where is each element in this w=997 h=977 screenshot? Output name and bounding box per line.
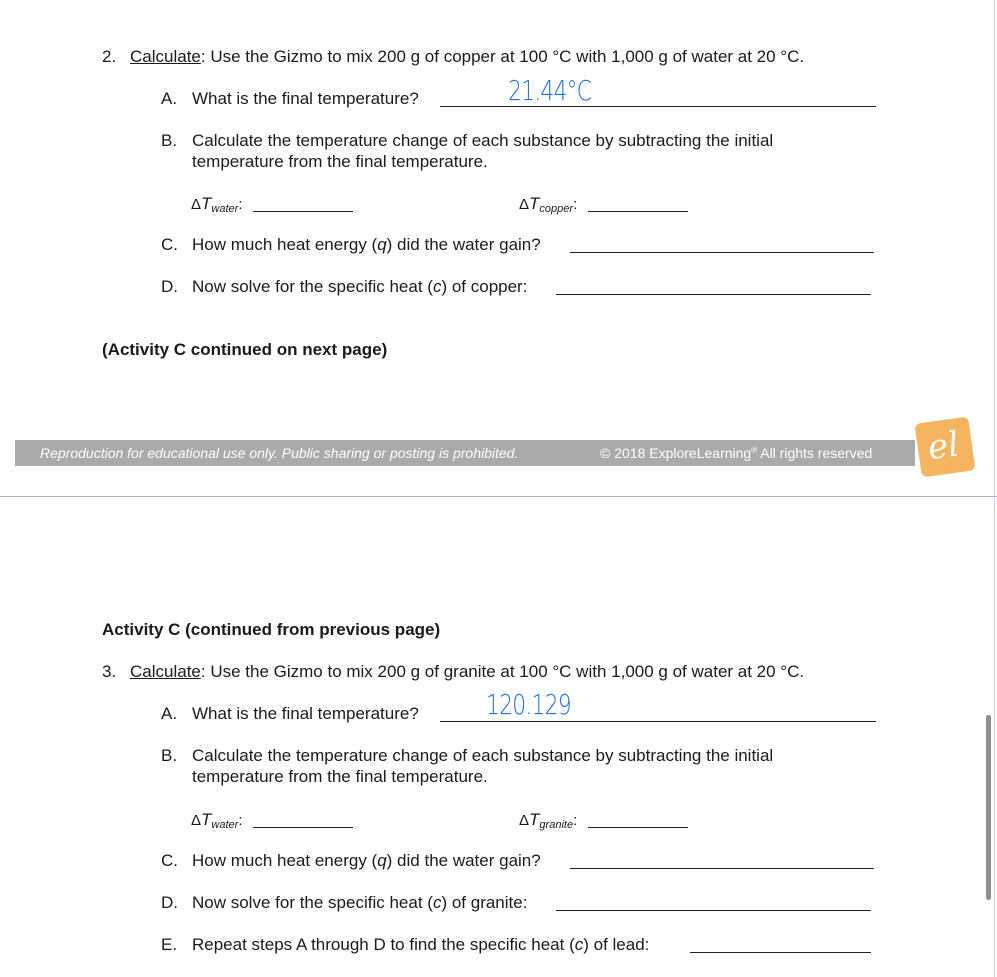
explorelearning-logo-icon bbox=[915, 417, 976, 478]
q2-d-answer-line[interactable] bbox=[556, 280, 871, 295]
q2-calculate-label: Calculate bbox=[130, 47, 201, 66]
colon: : bbox=[238, 196, 243, 213]
delta-symbol: Δ bbox=[519, 196, 530, 213]
page-edge bbox=[994, 0, 995, 977]
continued-prev-heading: Activity C (continued from previous page) bbox=[102, 620, 441, 639]
q3-a-letter: A. bbox=[161, 704, 178, 723]
q3-delta-granite-blank[interactable] bbox=[588, 813, 688, 828]
q3-c-letter: C. bbox=[161, 851, 178, 870]
t-symbol: T bbox=[201, 810, 212, 829]
q3-b-line1: Calculate the temperature change of each substance by subtracting the initial bbox=[192, 746, 774, 765]
q2-b-line1: Calculate the temperature change of each substance by subtracting the initial bbox=[192, 131, 774, 150]
granite-subscript: granite bbox=[539, 819, 574, 831]
q2-delta-copper-blank[interactable] bbox=[588, 197, 688, 212]
rights-text: All rights reserved bbox=[757, 445, 873, 461]
delta-symbol: Δ bbox=[191, 196, 202, 213]
registered-mark: ® bbox=[751, 445, 758, 455]
t-symbol: T bbox=[201, 194, 212, 213]
footer-reproduction-notice: Reproduction for educational use only. Public sharing or posting is prohibited. bbox=[40, 445, 519, 461]
q2-c-text: How much heat energy (q) did the water gain? bbox=[192, 235, 541, 254]
q2-b bbox=[161, 130, 773, 151]
q2-c-answer-line[interactable] bbox=[570, 238, 874, 253]
water-subscript: water bbox=[211, 203, 239, 215]
q2-c-letter: C. bbox=[161, 235, 178, 254]
q2-delta-water bbox=[191, 194, 243, 215]
q3-a bbox=[161, 703, 419, 724]
q2-prompt: : Use the Gizmo to mix 200 g of copper at 100 °C with 1,000 g of water at 20 °C. bbox=[200, 47, 805, 66]
delta-symbol: Δ bbox=[191, 812, 202, 829]
q3-c bbox=[161, 850, 541, 871]
logo-text: el bbox=[925, 424, 962, 469]
q2-c bbox=[161, 234, 541, 255]
copyright-text: © 2018 ExploreLearning bbox=[600, 445, 752, 461]
q2-d-letter: D. bbox=[161, 277, 178, 296]
q3-delta-water bbox=[191, 810, 243, 831]
delta-symbol: Δ bbox=[519, 812, 530, 829]
q3-e-answer-line[interactable] bbox=[690, 938, 871, 953]
q2-delta-copper bbox=[519, 194, 577, 215]
colon: : bbox=[573, 812, 578, 829]
q2-line bbox=[102, 46, 804, 67]
q3-number: 3. bbox=[102, 662, 117, 681]
q3-prompt: : Use the Gizmo to mix 200 g of granite at 100 °C with 1,000 g of water at 20 °C. bbox=[200, 662, 805, 681]
q3-c-text: How much heat energy (q) did the water gain? bbox=[192, 851, 541, 870]
q3-b bbox=[161, 745, 773, 766]
t-symbol: T bbox=[529, 810, 540, 829]
colon: : bbox=[238, 812, 243, 829]
q3-delta-water-blank[interactable] bbox=[253, 813, 353, 828]
q3-b-line2: temperature from the final temperature. bbox=[192, 767, 488, 786]
q3-c-answer-line[interactable] bbox=[570, 854, 874, 869]
q2-d-text: Now solve for the specific heat (c) of copper: bbox=[192, 277, 528, 296]
q3-calculate-label: Calculate bbox=[130, 662, 201, 681]
q3-line bbox=[102, 661, 804, 682]
q3-b-letter: B. bbox=[161, 746, 178, 765]
page-break-divider bbox=[0, 496, 997, 497]
q2-a-text: What is the final temperature? bbox=[192, 89, 419, 108]
q2-b-line2: temperature from the final temperature. bbox=[192, 152, 488, 171]
q3-delta-granite bbox=[519, 810, 577, 831]
q3-d-letter: D. bbox=[161, 893, 178, 912]
q2-d bbox=[161, 276, 527, 297]
q3-a-handwritten-answer: 120.129 bbox=[486, 688, 571, 721]
q3-e-letter: E. bbox=[161, 935, 178, 954]
footer-copyright bbox=[600, 445, 872, 461]
q3-e-text: Repeat steps A through D to find the specific heat (c) of lead: bbox=[192, 935, 650, 954]
q3-d-text: Now solve for the specific heat (c) of granite: bbox=[192, 893, 528, 912]
water-subscript: water bbox=[211, 819, 239, 831]
q3-e bbox=[161, 934, 649, 955]
colon: : bbox=[573, 196, 578, 213]
q3-d bbox=[161, 892, 527, 913]
q2-b-letter: B. bbox=[161, 131, 178, 150]
t-symbol: T bbox=[529, 194, 540, 213]
q2-number: 2. bbox=[102, 47, 117, 66]
q3-a-text: What is the final temperature? bbox=[192, 704, 419, 723]
q2-a bbox=[161, 88, 419, 109]
copper-subscript: copper bbox=[539, 203, 574, 215]
q2-a-answer-line[interactable] bbox=[440, 92, 876, 107]
q2-a-handwritten-answer: 21.44°C bbox=[508, 74, 592, 107]
continued-next-note: (Activity C continued on next page) bbox=[102, 340, 388, 359]
q3-d-answer-line[interactable] bbox=[556, 896, 871, 911]
q2-delta-water-blank[interactable] bbox=[253, 197, 353, 212]
vertical-scrollbar[interactable] bbox=[986, 715, 991, 900]
q2-a-letter: A. bbox=[161, 89, 178, 108]
